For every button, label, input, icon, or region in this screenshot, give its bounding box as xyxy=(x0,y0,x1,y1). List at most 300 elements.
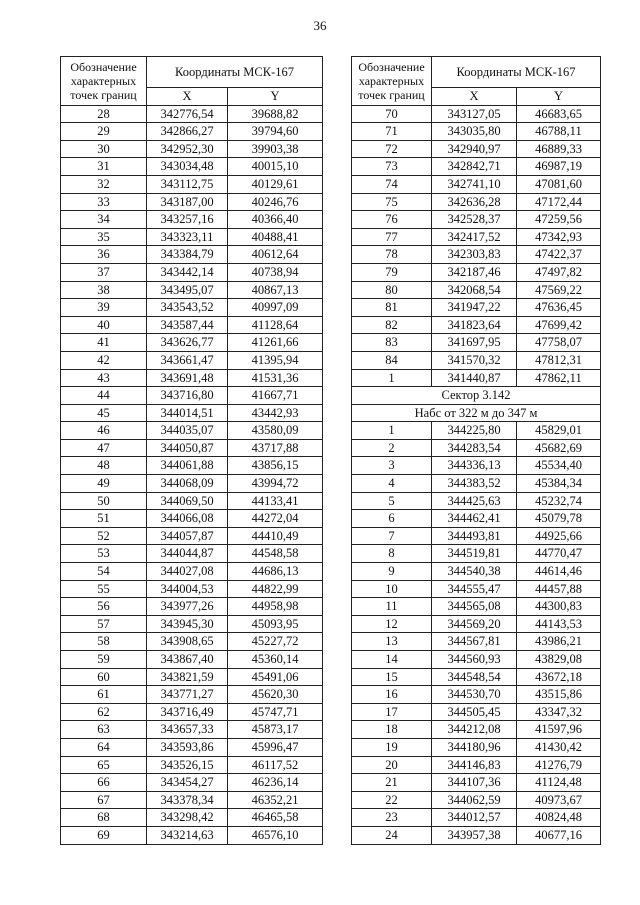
coord-y: 46576,10 xyxy=(228,826,323,844)
coord-y: 45682,69 xyxy=(517,439,601,457)
coord-y: 44770,47 xyxy=(517,545,601,563)
point-number: 6 xyxy=(352,510,432,528)
coord-x: 344505,45 xyxy=(432,703,517,721)
coord-y: 45360,14 xyxy=(228,651,323,669)
point-number: 1 xyxy=(352,422,432,440)
table-row xyxy=(61,668,323,686)
point-number: 4 xyxy=(352,475,432,493)
table-row xyxy=(352,246,601,264)
coord-y: 41597,96 xyxy=(517,721,601,739)
header-designation: Обозначение характерных точек границ xyxy=(61,57,147,106)
coord-y: 47636,45 xyxy=(517,299,601,317)
coord-x: 344567,81 xyxy=(432,633,517,651)
table-row xyxy=(61,263,323,281)
point-number: 67 xyxy=(61,791,147,809)
coord-y: 47812,31 xyxy=(517,351,601,369)
point-number: 77 xyxy=(352,228,432,246)
coord-y: 41430,42 xyxy=(517,738,601,756)
coord-x: 344004,53 xyxy=(147,580,228,598)
point-number: 24 xyxy=(352,826,432,844)
point-number: 58 xyxy=(61,633,147,651)
coord-y: 46987,19 xyxy=(517,158,601,176)
coord-y: 44300,83 xyxy=(517,598,601,616)
point-number: 19 xyxy=(352,738,432,756)
point-number: 56 xyxy=(61,598,147,616)
table-row xyxy=(352,809,601,827)
coord-x: 344425,63 xyxy=(432,492,517,510)
coord-y: 45232,74 xyxy=(517,492,601,510)
coord-x: 343526,15 xyxy=(147,756,228,774)
table-row xyxy=(61,703,323,721)
coord-x: 343691,48 xyxy=(147,369,228,387)
coord-x: 344057,87 xyxy=(147,527,228,545)
table-row xyxy=(352,140,601,158)
point-number: 41 xyxy=(61,334,147,352)
table-row xyxy=(61,316,323,334)
coord-x: 343945,30 xyxy=(147,615,228,633)
table-row xyxy=(352,316,601,334)
coord-x: 343378,34 xyxy=(147,791,228,809)
coord-x: 343214,63 xyxy=(147,826,228,844)
coord-x: 344225,80 xyxy=(432,422,517,440)
coord-x: 343187,00 xyxy=(147,193,228,211)
point-number: 37 xyxy=(61,263,147,281)
point-number: 73 xyxy=(352,158,432,176)
coord-y: 47259,56 xyxy=(517,211,601,229)
coord-y: 39903,38 xyxy=(228,140,323,158)
table-row xyxy=(352,228,601,246)
coord-y: 41124,48 xyxy=(517,774,601,792)
coord-y: 45747,71 xyxy=(228,703,323,721)
table-row xyxy=(352,721,601,739)
coord-x: 344180,96 xyxy=(432,738,517,756)
point-number: 32 xyxy=(61,175,147,193)
table-row xyxy=(61,211,323,229)
coord-y: 47081,60 xyxy=(517,175,601,193)
point-number: 64 xyxy=(61,738,147,756)
coord-x: 343543,52 xyxy=(147,299,228,317)
coord-x: 342741,10 xyxy=(432,175,517,193)
coord-x: 344066,08 xyxy=(147,510,228,528)
coord-y: 44548,58 xyxy=(228,545,323,563)
coord-x: 343298,42 xyxy=(147,809,228,827)
coord-y: 44143,53 xyxy=(517,615,601,633)
coord-x: 343821,59 xyxy=(147,668,228,686)
table-row xyxy=(61,369,323,387)
coord-x: 344035,07 xyxy=(147,422,228,440)
coord-y: 44822,99 xyxy=(228,580,323,598)
point-number: 82 xyxy=(352,316,432,334)
coord-x: 344044,87 xyxy=(147,545,228,563)
coord-y: 40997,09 xyxy=(228,299,323,317)
table-row xyxy=(352,791,601,809)
point-number: 45 xyxy=(61,404,147,422)
point-number: 74 xyxy=(352,175,432,193)
point-number: 20 xyxy=(352,756,432,774)
coord-x: 342842,71 xyxy=(432,158,517,176)
coordinates-table-right xyxy=(351,56,601,845)
coord-x: 343384,79 xyxy=(147,246,228,264)
coord-x: 344565,08 xyxy=(432,598,517,616)
coord-y: 43580,09 xyxy=(228,422,323,440)
point-number: 52 xyxy=(61,527,147,545)
point-number: 62 xyxy=(61,703,147,721)
coord-y: 45829,01 xyxy=(517,422,601,440)
point-number: 81 xyxy=(352,299,432,317)
coord-y: 40488,41 xyxy=(228,228,323,246)
point-number: 28 xyxy=(61,105,147,123)
table-row xyxy=(352,175,601,193)
point-number: 11 xyxy=(352,598,432,616)
coord-x: 341570,32 xyxy=(432,351,517,369)
table-row xyxy=(61,422,323,440)
point-number: 70 xyxy=(352,105,432,123)
point-number: 9 xyxy=(352,563,432,581)
coord-y: 41261,66 xyxy=(228,334,323,352)
header-coordinates: Координаты МСК-167 xyxy=(432,57,601,88)
point-number: 2 xyxy=(352,439,432,457)
table-row xyxy=(352,351,601,369)
table-row xyxy=(352,475,601,493)
right-table-body-b xyxy=(352,422,601,844)
table-row xyxy=(61,791,323,809)
coord-x: 343977,26 xyxy=(147,598,228,616)
table-row xyxy=(61,334,323,352)
coord-y: 46889,33 xyxy=(517,140,601,158)
coord-y: 45227,72 xyxy=(228,633,323,651)
table-row xyxy=(61,686,323,704)
table-row xyxy=(61,633,323,651)
table-row xyxy=(61,545,323,563)
coord-y: 45093,95 xyxy=(228,615,323,633)
table-row xyxy=(61,387,323,405)
point-number: 65 xyxy=(61,756,147,774)
coord-y: 40612,64 xyxy=(228,246,323,264)
point-number: 57 xyxy=(61,615,147,633)
coord-x: 343127,05 xyxy=(432,105,517,123)
coord-y: 41395,94 xyxy=(228,351,323,369)
coord-x: 341697,95 xyxy=(432,334,517,352)
table-row xyxy=(352,686,601,704)
point-number: 16 xyxy=(352,686,432,704)
table-row xyxy=(352,281,601,299)
table-row xyxy=(352,263,601,281)
table-row xyxy=(61,651,323,669)
coord-y: 47699,42 xyxy=(517,316,601,334)
point-number: 13 xyxy=(352,633,432,651)
table-row xyxy=(61,527,323,545)
point-number: 22 xyxy=(352,791,432,809)
point-number: 18 xyxy=(352,721,432,739)
coord-x: 341823,64 xyxy=(432,316,517,334)
coord-x: 344519,81 xyxy=(432,545,517,563)
coord-y: 43442,93 xyxy=(228,404,323,422)
table-row xyxy=(61,175,323,193)
coord-y: 44133,41 xyxy=(228,492,323,510)
coord-y: 40867,13 xyxy=(228,281,323,299)
coord-y: 41128,64 xyxy=(228,316,323,334)
point-number: 63 xyxy=(61,721,147,739)
point-number: 40 xyxy=(61,316,147,334)
point-number: 44 xyxy=(61,387,147,405)
point-number: 84 xyxy=(352,351,432,369)
coord-y: 47758,07 xyxy=(517,334,601,352)
point-number: 68 xyxy=(61,809,147,827)
table-row xyxy=(352,615,601,633)
page-number: 36 xyxy=(313,18,327,33)
coord-y: 43515,86 xyxy=(517,686,601,704)
table-row xyxy=(61,826,323,844)
coord-y: 47342,93 xyxy=(517,228,601,246)
coord-x: 343657,33 xyxy=(147,721,228,739)
table-row xyxy=(61,492,323,510)
coord-x: 344069,50 xyxy=(147,492,228,510)
sector-subtitle: Набс от 322 м до 347 м xyxy=(352,404,601,422)
coord-y: 41531,36 xyxy=(228,369,323,387)
table-row xyxy=(61,351,323,369)
table-row xyxy=(352,774,601,792)
table-row xyxy=(61,510,323,528)
table-row xyxy=(61,281,323,299)
coord-y: 45873,17 xyxy=(228,721,323,739)
coord-y: 43986,21 xyxy=(517,633,601,651)
coord-y: 46683,65 xyxy=(517,105,601,123)
point-number: 7 xyxy=(352,527,432,545)
coord-x: 343034,48 xyxy=(147,158,228,176)
table-row xyxy=(61,475,323,493)
coord-x: 344061,88 xyxy=(147,457,228,475)
coord-x: 342528,37 xyxy=(432,211,517,229)
table-row xyxy=(61,615,323,633)
coord-y: 47497,82 xyxy=(517,263,601,281)
table-row xyxy=(61,299,323,317)
coord-y: 43672,18 xyxy=(517,668,601,686)
coord-x: 344560,93 xyxy=(432,651,517,669)
coord-x: 344014,51 xyxy=(147,404,228,422)
point-number: 14 xyxy=(352,651,432,669)
coord-y: 40824,48 xyxy=(517,809,601,827)
point-number: 71 xyxy=(352,123,432,141)
coord-x: 342636,28 xyxy=(432,193,517,211)
point-number: 43 xyxy=(61,369,147,387)
point-number: 29 xyxy=(61,123,147,141)
coord-x: 344283,54 xyxy=(432,439,517,457)
sector-title: Сектор 3.142 xyxy=(352,387,601,405)
coord-x: 343495,07 xyxy=(147,281,228,299)
table-row xyxy=(61,756,323,774)
coord-x: 344068,09 xyxy=(147,475,228,493)
header-x: X xyxy=(432,88,517,106)
coord-x: 343587,44 xyxy=(147,316,228,334)
coord-x: 344062,59 xyxy=(432,791,517,809)
coord-x: 341947,22 xyxy=(432,299,517,317)
coord-x: 344012,57 xyxy=(432,809,517,827)
coord-y: 45079,78 xyxy=(517,510,601,528)
coord-x: 344548,54 xyxy=(432,668,517,686)
table-row xyxy=(61,563,323,581)
coord-x: 343035,80 xyxy=(432,123,517,141)
table-row xyxy=(352,545,601,563)
point-number: 60 xyxy=(61,668,147,686)
coord-y: 44925,66 xyxy=(517,527,601,545)
sector-subtitle-row xyxy=(352,404,601,422)
coord-y: 43717,88 xyxy=(228,439,323,457)
coord-y: 44958,98 xyxy=(228,598,323,616)
table-row xyxy=(352,633,601,651)
table-row xyxy=(352,527,601,545)
point-number: 54 xyxy=(61,563,147,581)
table-row xyxy=(352,580,601,598)
point-number: 78 xyxy=(352,246,432,264)
table-row xyxy=(352,598,601,616)
coord-x: 344555,47 xyxy=(432,580,517,598)
coord-y: 40015,10 xyxy=(228,158,323,176)
coord-x: 343957,38 xyxy=(432,826,517,844)
table-row xyxy=(61,457,323,475)
coord-y: 40973,67 xyxy=(517,791,601,809)
coord-y: 41276,79 xyxy=(517,756,601,774)
coord-x: 343716,49 xyxy=(147,703,228,721)
coord-y: 41667,71 xyxy=(228,387,323,405)
table-row xyxy=(61,140,323,158)
table-row xyxy=(61,774,323,792)
table-row xyxy=(61,738,323,756)
coord-y: 44457,88 xyxy=(517,580,601,598)
coord-y: 43856,15 xyxy=(228,457,323,475)
header-x: X xyxy=(147,88,228,106)
point-number: 72 xyxy=(352,140,432,158)
coord-x: 342866,27 xyxy=(147,123,228,141)
coord-x: 343771,27 xyxy=(147,686,228,704)
point-number: 83 xyxy=(352,334,432,352)
coord-x: 344493,81 xyxy=(432,527,517,545)
table-row xyxy=(61,809,323,827)
coord-y: 46788,11 xyxy=(517,123,601,141)
coord-x: 342952,30 xyxy=(147,140,228,158)
point-number: 42 xyxy=(61,351,147,369)
coord-x: 342417,52 xyxy=(432,228,517,246)
coord-x: 342068,54 xyxy=(432,281,517,299)
coord-y: 40677,16 xyxy=(517,826,601,844)
coord-x: 344530,70 xyxy=(432,686,517,704)
coord-x: 342776,54 xyxy=(147,105,228,123)
coord-y: 44410,49 xyxy=(228,527,323,545)
coordinates-table-left xyxy=(60,56,323,845)
coord-y: 45620,30 xyxy=(228,686,323,704)
table-row xyxy=(352,211,601,229)
table-row xyxy=(352,563,601,581)
coord-y: 39794,60 xyxy=(228,123,323,141)
table-row xyxy=(352,299,601,317)
coord-x: 343257,16 xyxy=(147,211,228,229)
coord-x: 344107,36 xyxy=(432,774,517,792)
point-number: 48 xyxy=(61,457,147,475)
point-number: 76 xyxy=(352,211,432,229)
point-number: 21 xyxy=(352,774,432,792)
coord-y: 43829,08 xyxy=(517,651,601,669)
point-number: 3 xyxy=(352,457,432,475)
table-row xyxy=(61,404,323,422)
coord-y: 46352,21 xyxy=(228,791,323,809)
coord-y: 45996,47 xyxy=(228,738,323,756)
table-row xyxy=(61,123,323,141)
coord-x: 343454,27 xyxy=(147,774,228,792)
point-number: 69 xyxy=(61,826,147,844)
table-row xyxy=(352,738,601,756)
coord-x: 344540,38 xyxy=(432,563,517,581)
table-row xyxy=(352,193,601,211)
table-row xyxy=(61,580,323,598)
point-number: 61 xyxy=(61,686,147,704)
coord-y: 46465,58 xyxy=(228,809,323,827)
point-number: 17 xyxy=(352,703,432,721)
table-row xyxy=(352,703,601,721)
point-number: 47 xyxy=(61,439,147,457)
table-row xyxy=(352,123,601,141)
point-number: 8 xyxy=(352,545,432,563)
table-row xyxy=(61,246,323,264)
coord-x: 344336,13 xyxy=(432,457,517,475)
left-table-body xyxy=(61,105,323,844)
point-number: 59 xyxy=(61,651,147,669)
point-number: 39 xyxy=(61,299,147,317)
point-number: 36 xyxy=(61,246,147,264)
point-number: 15 xyxy=(352,668,432,686)
coord-y: 43347,32 xyxy=(517,703,601,721)
table-row xyxy=(61,439,323,457)
coord-y: 40366,40 xyxy=(228,211,323,229)
coord-y: 47569,22 xyxy=(517,281,601,299)
header-y: Y xyxy=(228,88,323,106)
coord-y: 40738,94 xyxy=(228,263,323,281)
point-number: 75 xyxy=(352,193,432,211)
table-row xyxy=(352,756,601,774)
point-number: 30 xyxy=(61,140,147,158)
coord-x: 342303,83 xyxy=(432,246,517,264)
coord-x: 343661,47 xyxy=(147,351,228,369)
sector-title-row xyxy=(352,387,601,405)
header-y: Y xyxy=(517,88,601,106)
table-row xyxy=(61,598,323,616)
table-row xyxy=(352,158,601,176)
coord-y: 40129,61 xyxy=(228,175,323,193)
table-row xyxy=(352,439,601,457)
coord-x: 343626,77 xyxy=(147,334,228,352)
coord-y: 40246,76 xyxy=(228,193,323,211)
point-number: 23 xyxy=(352,809,432,827)
coord-y: 47862,11 xyxy=(517,369,601,387)
coord-x: 344027,08 xyxy=(147,563,228,581)
coord-x: 343908,65 xyxy=(147,633,228,651)
coord-y: 47172,44 xyxy=(517,193,601,211)
table-row xyxy=(352,651,601,669)
table-row xyxy=(61,721,323,739)
point-number: 34 xyxy=(61,211,147,229)
coord-y: 44272,04 xyxy=(228,510,323,528)
table-row xyxy=(352,422,601,440)
point-number: 5 xyxy=(352,492,432,510)
table-row xyxy=(61,193,323,211)
coord-y: 46117,52 xyxy=(228,756,323,774)
point-number: 49 xyxy=(61,475,147,493)
coord-x: 343867,40 xyxy=(147,651,228,669)
point-number: 53 xyxy=(61,545,147,563)
coord-x: 344050,87 xyxy=(147,439,228,457)
coord-y: 44614,46 xyxy=(517,563,601,581)
coord-y: 45491,06 xyxy=(228,668,323,686)
coord-x: 343716,80 xyxy=(147,387,228,405)
header-coordinates: Координаты МСК-167 xyxy=(147,57,323,88)
